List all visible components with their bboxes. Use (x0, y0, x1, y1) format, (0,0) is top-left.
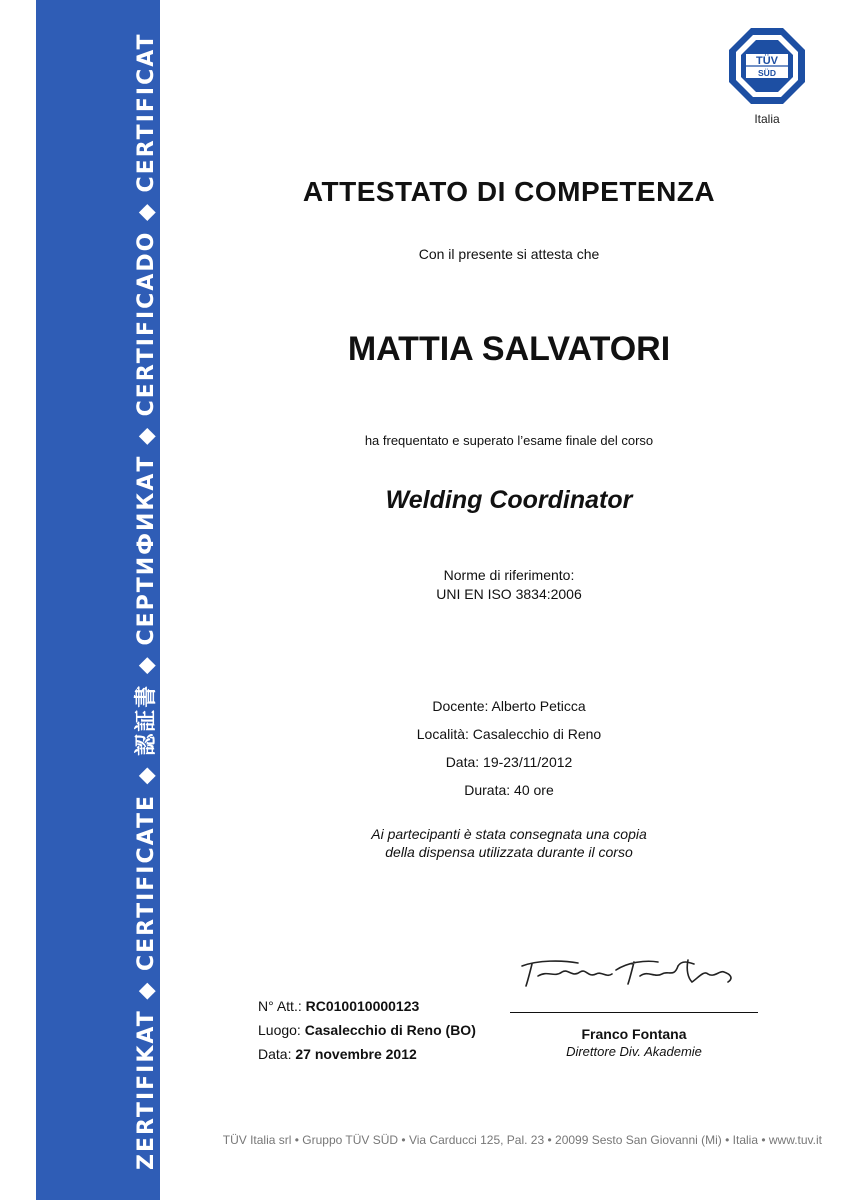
logo-country-label: Italia (754, 112, 780, 126)
norms-value: UNI EN ISO 3834:2006 (436, 586, 582, 602)
signer-role: Direttore Div. Akademie (566, 1044, 702, 1059)
signer-name: Franco Fontana (581, 1026, 687, 1042)
side-band-text: ZERTIFIKAT ◆ CERTIFICATE ◆ 認証書 ◆ СЕРТИФИКАТ ◆ CERTIFICADO ◆ CERTIFICAT (134, 32, 159, 1170)
svg-text:TÜV: TÜV (756, 55, 778, 67)
handout-note (160, 825, 858, 861)
detail-duration: Durata: 40 ore (464, 782, 554, 798)
handwritten-signature (518, 952, 748, 992)
company-footer: TÜV Italia srl • Gruppo TÜV SÜD • Via Carducci 125, Pal. 23 • 20099 Sesto San Giovanni (Mi) • Italia • www.tuv.it (222, 1133, 822, 1147)
course-name: Welding Coordinator (385, 486, 633, 514)
course-details (160, 692, 858, 804)
meta-number-row (258, 994, 476, 1018)
meta-date-label: Data: (258, 1046, 292, 1062)
recipient-name: MATTIA SALVATORI (347, 330, 671, 368)
note-line: Ai partecipanti è stata consegnata una copia (371, 826, 647, 842)
signer-block (510, 1026, 758, 1060)
note-line: della dispensa utilizzata durante il corso (385, 844, 633, 860)
certificate-title: ATTESTATO DI COMPETENZA (302, 176, 716, 207)
completion-statement: ha frequentato e superato l’esame finale del corso (364, 433, 654, 448)
norms-label: Norme di riferimento: (443, 567, 575, 583)
certificate-meta (258, 994, 476, 1066)
meta-number-label: N° Att.: (258, 998, 302, 1014)
detail-date: Data: 19-23/11/2012 (445, 754, 573, 770)
certificate-side-band (36, 0, 160, 1200)
meta-date-row (258, 1042, 476, 1066)
meta-place-row (258, 1018, 476, 1042)
detail-teacher: Docente: Alberto Peticca (432, 698, 586, 714)
signature-line (510, 1012, 758, 1013)
svg-text:SÜD: SÜD (758, 68, 776, 78)
meta-place-value: Casalecchio di Reno (BO) (304, 1022, 476, 1038)
reference-norms (160, 566, 858, 604)
tuv-sud-logo (727, 26, 807, 106)
detail-location: Località: Casalecchio di Reno (416, 726, 602, 742)
intro-text: Con il presente si attesta che (418, 246, 600, 262)
meta-number-value: RC010010000123 (305, 998, 420, 1014)
meta-place-label: Luogo: (258, 1022, 301, 1038)
meta-date-value: 27 novembre 2012 (295, 1046, 417, 1062)
